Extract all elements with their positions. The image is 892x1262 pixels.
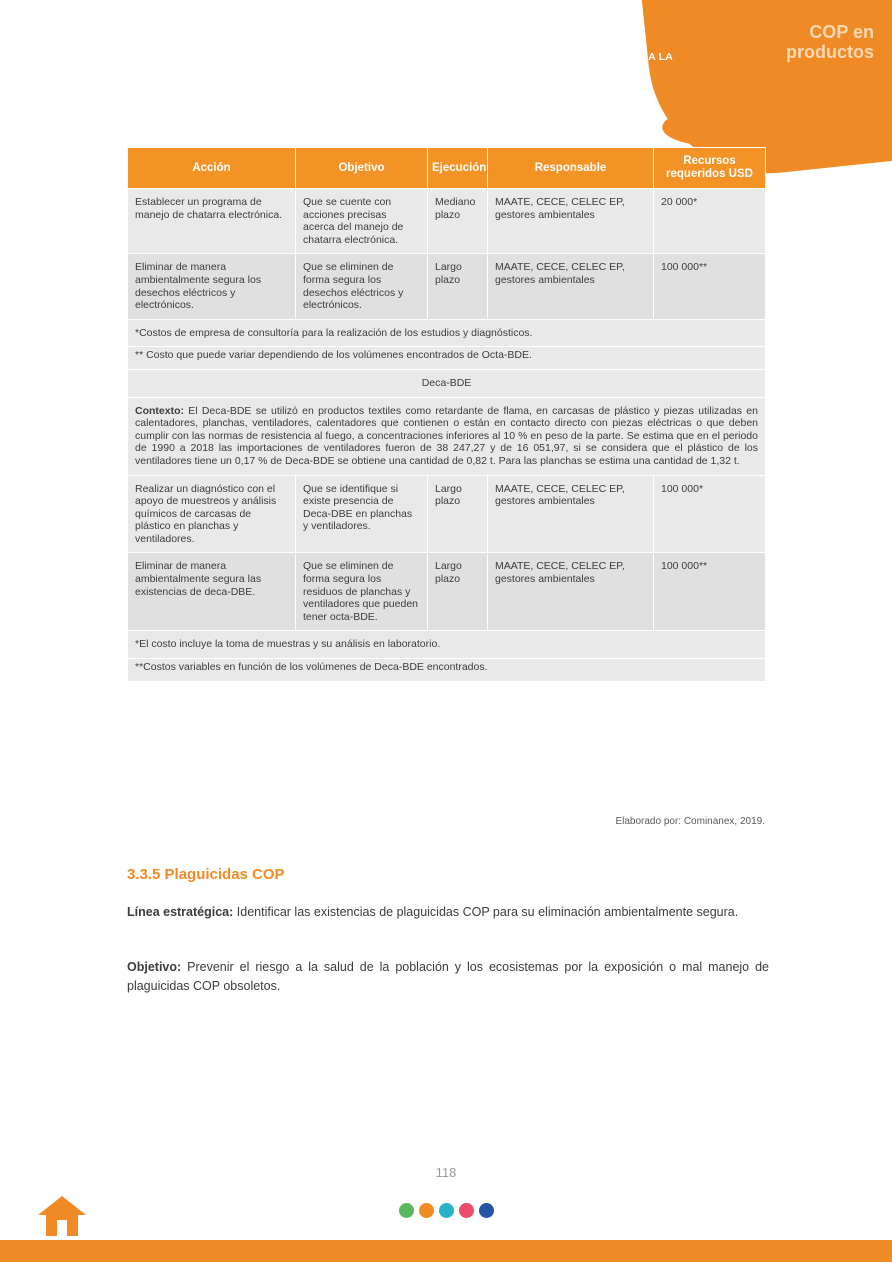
- footer-dot-nav[interactable]: [0, 1203, 892, 1218]
- table-note-row: [128, 319, 766, 347]
- section-heading: 3.3.5 Plaguicidas COP: [127, 866, 285, 883]
- table-note-row: [128, 347, 766, 370]
- cell-objetivo: Que se eliminen de forma segura los desechos eléctricos y electrónicos.: [296, 254, 428, 319]
- footer-dot-3[interactable]: [439, 1203, 454, 1218]
- table-header-row: [128, 148, 766, 189]
- cell-accion: Eliminar de manera ambientalmente segura los desechos eléctricos y electrónicos.: [128, 254, 296, 319]
- cell-accion: Realizar un diagnóstico con el apoyo de muestreos y análisis químicos de carcasas de plástico en planchas y ventiladores.: [128, 475, 296, 553]
- table-note-4: **Costos variables en función de los volúmenes de Deca-BDE encontrados.: [128, 659, 766, 682]
- table-note-2: ** Costo que puede variar dependiendo de los volúmenes encontrados de Octa-BDE.: [128, 347, 766, 370]
- cell-responsable: MAATE, CECE, CELEC EP, gestores ambientales: [488, 189, 654, 254]
- column-header-recursos: Recursos requeridos USD: [654, 148, 766, 189]
- cell-recursos: 100 000**: [654, 254, 766, 319]
- cell-recursos: 20 000*: [654, 189, 766, 254]
- header-tab-line2: productos: [786, 42, 874, 62]
- table-note-3: *El costo incluye la toma de muestras y su análisis en laboratorio.: [128, 631, 766, 659]
- header-tab-line1: COP en: [809, 22, 874, 42]
- footer-dot-5[interactable]: [479, 1203, 494, 1218]
- footer-dot-4[interactable]: [459, 1203, 474, 1218]
- home-icon[interactable]: [38, 1196, 86, 1236]
- table-note-row: [128, 659, 766, 682]
- paragraph-text-objetivo: Prevenir el riesgo a la salud de la población y los ecosistemas por la exposición o mal manejo de plaguicidas COP obsoletos.: [127, 960, 769, 993]
- table-context-row: [128, 397, 766, 475]
- document-running-title: INFORME FINAL DEL INVENTARIO DE COP Y PROPUESTA MACRO DEL PLAN DE ACCIÓN PARA LA GESTIÓN DE PRODUCTOS CON COP A NIVEL NACIONAL: [157, 51, 673, 78]
- cell-accion: Eliminar de manera ambientalmente segura las existencias de deca-DBE.: [128, 553, 296, 631]
- context-label: Contexto:: [135, 404, 184, 417]
- cell-objetivo: Que se identifique si existe presencia de Deca-DBE en planchas y ventiladores.: [296, 475, 428, 553]
- footer-dot-1[interactable]: [399, 1203, 414, 1218]
- table-row: [128, 553, 766, 631]
- action-plan-table-wrapper: [127, 147, 765, 682]
- cell-ejecucion: Largo plazo: [428, 553, 488, 631]
- table-row: [128, 189, 766, 254]
- footer-dot-2[interactable]: [419, 1203, 434, 1218]
- column-header-ejecucion: Ejecución: [428, 148, 488, 189]
- table-note-1: *Costos de empresa de consultoría para la realización de los estudios y diagnósticos.: [128, 319, 766, 347]
- cell-ejecucion: Largo plazo: [428, 254, 488, 319]
- cell-responsable: MAATE, CECE, CELEC EP, gestores ambientales: [488, 254, 654, 319]
- cell-recursos: 100 000**: [654, 553, 766, 631]
- paragraph-text-linea-estrategica: Identificar las existencias de plaguicidas COP para su eliminación ambientalmente segura.: [233, 905, 739, 919]
- table-subheader-deca-bde: Deca-BDE: [128, 369, 766, 397]
- cell-accion: Establecer un programa de manejo de chatarra electrónica.: [128, 189, 296, 254]
- context-text: El Deca-BDE se utilizó en productos textiles como retardante de flama, en carcasas de plástico y piezas utilizadas en calentadores, planchas, ventiladores, calentadores que contienen o están en contacto directo con piezas eléctricas o que deben cumplir con las normas de resistencia al fuego, a concentraciones inferiores al 10 % en peso de la parte. Se estima que en el periodo de 1990 a 2018 las importaciones de ventiladores fueron de 38 247,27 y de 16 051,97, si se considera que el plástico de los ventiladores tiene un 0,17 % de Deca-BDE se obtiene una cantidad de 0,82 t. Para las planchas se estima una cantidad de 1,32 t.: [135, 404, 758, 467]
- paragraph-linea-estrategica: [127, 903, 769, 922]
- cell-ejecucion: Largo plazo: [428, 475, 488, 553]
- cell-responsable: MAATE, CECE, CELEC EP, gestores ambientales: [488, 475, 654, 553]
- action-plan-table: [127, 147, 766, 682]
- column-header-objetivo: Objetivo: [296, 148, 428, 189]
- footer-accent-bar: [0, 1240, 892, 1262]
- cell-recursos: 100 000*: [654, 475, 766, 553]
- paragraph-objetivo: [127, 958, 769, 996]
- paragraph-label-objetivo: Objetivo:: [127, 960, 182, 974]
- column-header-accion: Acción: [128, 148, 296, 189]
- table-subheader-row: [128, 369, 766, 397]
- column-header-responsable: Responsable: [488, 148, 654, 189]
- cell-objetivo: Que se eliminen de forma segura los residuos de planchas y ventiladores que pueden tener octa-BDE.: [296, 553, 428, 631]
- cell-ejecucion: Mediano plazo: [428, 189, 488, 254]
- table-source-caption: Elaborado por: Cominanex, 2019.: [615, 816, 765, 827]
- table-note-row: [128, 631, 766, 659]
- table-row: [128, 254, 766, 319]
- context-paragraph: [128, 397, 766, 475]
- cell-objetivo: Que se cuente con acciones precisas acerca del manejo de chatarra electrónica.: [296, 189, 428, 254]
- page-number: 118: [435, 1165, 457, 1180]
- table-row: [128, 475, 766, 553]
- paragraph-label-linea-estrategica: Línea estratégica:: [127, 905, 234, 919]
- cell-responsable: MAATE, CECE, CELEC EP, gestores ambientales: [488, 553, 654, 631]
- header-tab-label: [786, 22, 874, 62]
